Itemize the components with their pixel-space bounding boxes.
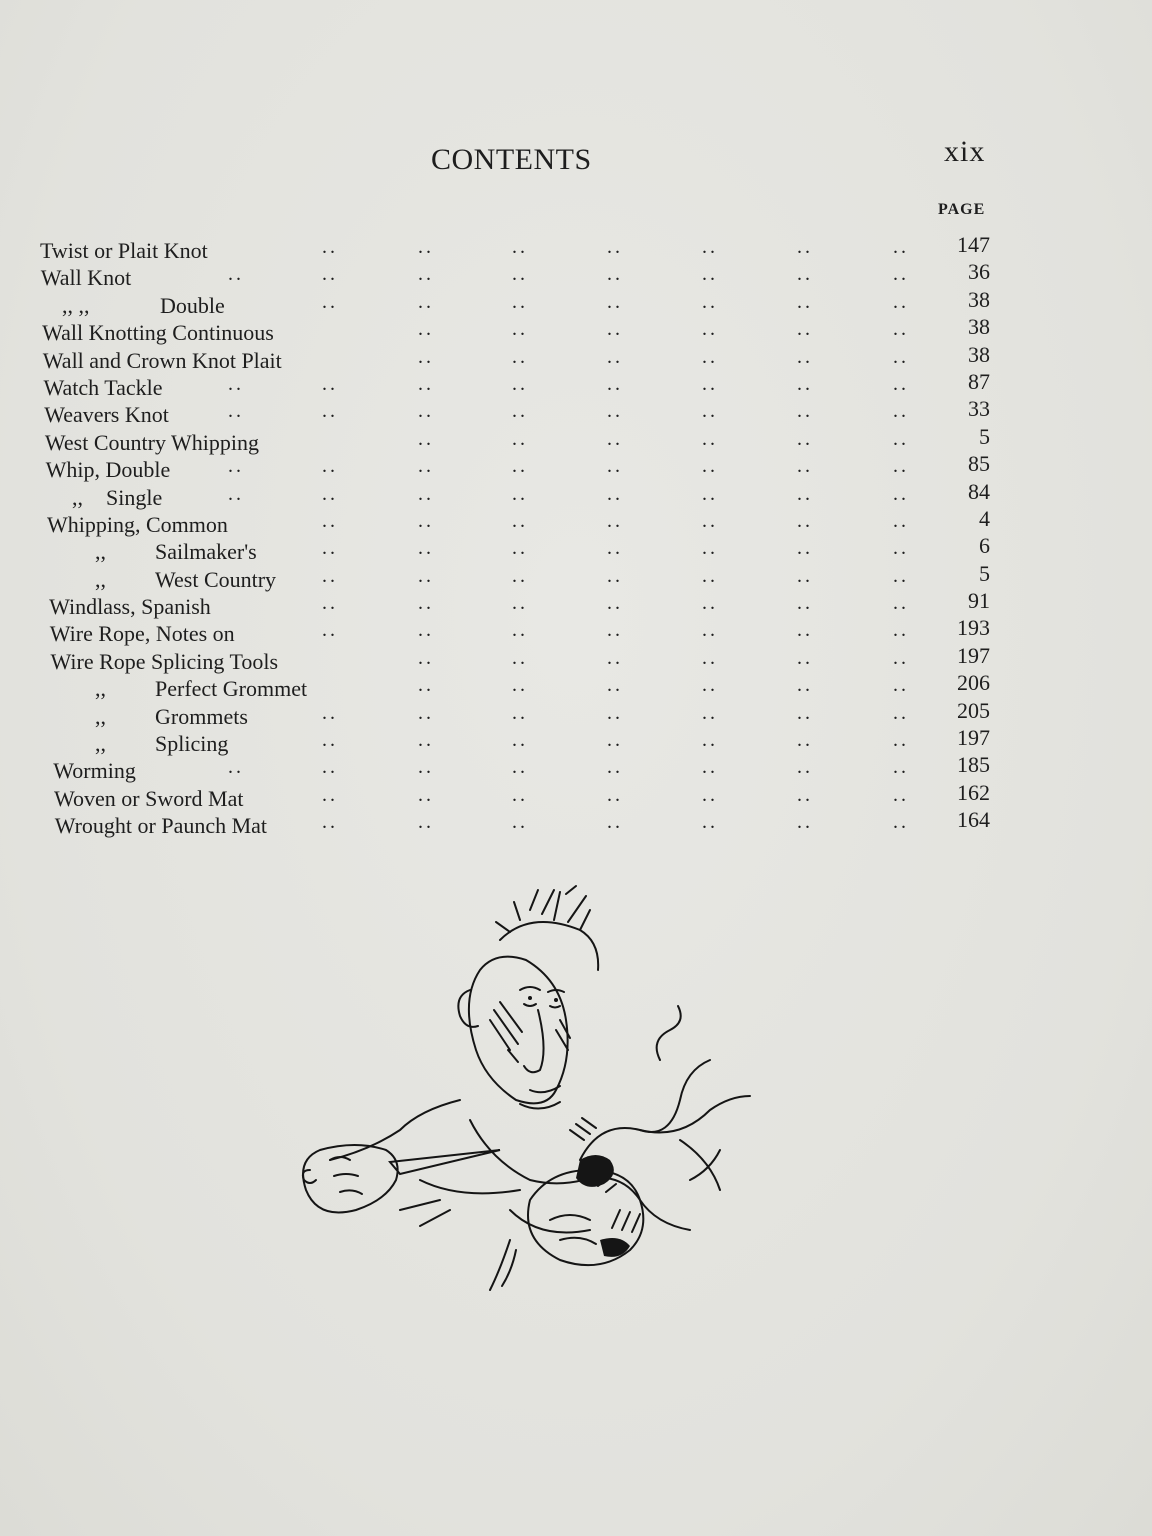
dot-leader: .. — [607, 263, 623, 286]
dot-leader: .. — [702, 455, 718, 478]
dot-leader: .. — [893, 318, 909, 341]
dot-leader: .. — [322, 783, 338, 806]
dot-leader: .. — [797, 236, 813, 258]
dot-leader: .. — [607, 674, 623, 697]
dot-leader: .. — [607, 427, 623, 450]
page-number: 206 — [957, 670, 990, 696]
dot-leader: .. — [797, 701, 813, 724]
dot-leader: .. — [512, 482, 528, 505]
dot-leader: .. — [893, 509, 909, 532]
dot-leader: .. — [607, 236, 623, 258]
dot-leader: .. — [702, 646, 718, 669]
dot-leader: .. — [512, 236, 528, 258]
entry-label: Sailmaker's — [155, 539, 257, 565]
dot-leader: .. — [893, 372, 909, 395]
page-number: 38 — [968, 341, 990, 367]
page-number: 38 — [968, 286, 990, 312]
dot-leader: .. — [418, 318, 434, 341]
entry-label: Wall Knotting Continuous — [42, 320, 274, 346]
dot-leader: .. — [512, 318, 528, 341]
dot-leader: .. — [702, 372, 718, 395]
entry-label: Watch Tackle — [43, 374, 163, 400]
dot-leader: .. — [607, 564, 623, 587]
dot-leader: .. — [702, 564, 718, 587]
dot-leader: .. — [228, 455, 244, 478]
page-number: 4 — [979, 505, 990, 531]
dot-leader: .. — [418, 290, 434, 313]
page-column-label: PAGE — [938, 201, 986, 218]
dot-leader: .. — [702, 783, 718, 806]
dot-leader: .. — [702, 509, 718, 532]
entry-label: Woven or Sword Mat — [54, 785, 244, 811]
dot-leader: .. — [607, 783, 623, 806]
entry-label: Double — [160, 292, 225, 318]
dot-leader: .. — [228, 372, 244, 395]
dot-leader: .. — [418, 756, 434, 779]
dot-leader: .. — [607, 455, 623, 478]
dot-leader: .. — [512, 509, 528, 532]
dot-leader: .. — [893, 619, 909, 642]
dot-leader: .. — [702, 619, 718, 642]
dot-leader: .. — [893, 236, 909, 258]
dot-leader: .. — [797, 592, 813, 615]
dot-leader: .. — [228, 756, 244, 779]
dot-leader: .. — [797, 482, 813, 505]
dot-leader: .. — [607, 372, 623, 395]
dot-leader: .. — [228, 263, 244, 286]
dot-leader: .. — [893, 783, 909, 806]
entry-label: Grommets — [155, 703, 248, 729]
dot-leader: .. — [418, 482, 434, 505]
page-number: 197 — [957, 642, 990, 668]
page-number: 38 — [968, 314, 990, 340]
dot-leader: .. — [322, 756, 338, 779]
dot-leader: .. — [418, 263, 434, 286]
dot-leader: .. — [322, 701, 338, 724]
dot-leader: .. — [607, 729, 623, 752]
dot-leader: .. — [418, 729, 434, 752]
dot-leader: .. — [418, 592, 434, 615]
dot-leader: .. — [607, 318, 623, 341]
dot-leader: .. — [702, 537, 718, 560]
dot-leader: .. — [607, 509, 623, 532]
dot-leader: .. — [702, 592, 718, 615]
page-number: 162 — [957, 779, 990, 805]
entry-label: West Country — [155, 566, 277, 592]
dot-leader: .. — [893, 400, 909, 423]
dot-leader: .. — [512, 729, 528, 752]
entry-label: Windlass, Spanish — [49, 594, 211, 620]
page-number: 84 — [968, 478, 990, 504]
dot-leader: .. — [702, 811, 718, 834]
dot-leader: .. — [512, 345, 528, 368]
dot-leader: .. — [607, 400, 623, 423]
entry-label: Wrought or Paunch Mat — [54, 813, 268, 839]
page-number: 205 — [957, 697, 990, 723]
dot-leader: .. — [322, 564, 338, 587]
dot-leader: .. — [893, 427, 909, 450]
dot-leader: .. — [607, 290, 623, 313]
dot-leader: .. — [797, 345, 813, 368]
dot-leader: .. — [322, 619, 338, 642]
dot-leader: .. — [797, 783, 813, 806]
dot-leader: .. — [418, 646, 434, 669]
dot-leader: .. — [228, 400, 244, 423]
running-title: CONTENTS — [431, 143, 592, 176]
dot-leader: .. — [607, 811, 623, 834]
dot-leader: .. — [797, 372, 813, 395]
dot-leader: .. — [418, 509, 434, 532]
dot-leader: .. — [893, 455, 909, 478]
dot-leader: .. — [512, 400, 528, 423]
dot-leader: .. — [512, 263, 528, 286]
dot-leader: .. — [512, 290, 528, 313]
dot-leader: .. — [512, 427, 528, 450]
dot-leader: .. — [702, 756, 718, 779]
folio-number: xix — [944, 135, 986, 168]
dot-leader: .. — [512, 537, 528, 560]
dot-leader: .. — [322, 236, 338, 258]
dot-leader: .. — [893, 592, 909, 615]
dot-leader: .. — [702, 674, 718, 697]
dot-leader: .. — [797, 729, 813, 752]
entry-label: Whip, Double — [45, 457, 171, 483]
dot-leader: .. — [418, 537, 434, 560]
dot-leader: .. — [607, 619, 623, 642]
dot-leader: .. — [512, 756, 528, 779]
dot-leader: .. — [702, 290, 718, 313]
dot-leader: .. — [512, 372, 528, 395]
dot-leader: .. — [418, 674, 434, 697]
dot-leader: .. — [702, 701, 718, 724]
dot-leader: .. — [702, 729, 718, 752]
dot-leader: .. — [893, 811, 909, 834]
dot-leader: .. — [702, 400, 718, 423]
dot-leader: .. — [607, 482, 623, 505]
dot-leader: .. — [322, 263, 338, 286]
dot-leader: .. — [702, 427, 718, 450]
entry-label: Splicing — [155, 731, 229, 757]
dot-leader: .. — [512, 455, 528, 478]
entry-label: Worming — [53, 758, 136, 784]
page-number: 87 — [968, 368, 990, 394]
page-number: 193 — [957, 615, 990, 641]
dot-leader: .. — [322, 455, 338, 478]
dot-leader: .. — [512, 701, 528, 724]
dot-leader: .. — [607, 756, 623, 779]
entry-label: Wire Rope, Notes on — [49, 621, 235, 647]
ditto-mark: ,, — [95, 676, 106, 702]
dot-leader: .. — [893, 290, 909, 313]
dot-leader: .. — [418, 564, 434, 587]
dot-leader: .. — [418, 345, 434, 368]
ditto-mark: ,, ,, — [62, 292, 90, 318]
page-number: 147 — [957, 232, 990, 257]
entry-label: Weavers Knot — [44, 402, 169, 428]
dot-leader: .. — [702, 482, 718, 505]
sailor-splicing-illustration — [280, 880, 760, 1310]
dot-leader: .. — [322, 509, 338, 532]
dot-leader: .. — [893, 646, 909, 669]
dot-leader: .. — [797, 811, 813, 834]
dot-leader: .. — [512, 564, 528, 587]
dot-leader: .. — [797, 427, 813, 450]
dot-leader: .. — [893, 482, 909, 505]
dot-leader: .. — [607, 592, 623, 615]
page-number: 85 — [968, 451, 990, 477]
dot-leader: .. — [797, 674, 813, 697]
dot-leader: .. — [322, 537, 338, 560]
ditto-mark: ,, — [95, 731, 106, 757]
dot-leader: .. — [607, 646, 623, 669]
dot-leader: .. — [607, 701, 623, 724]
entry-label: Wall and Crown Knot Plait — [42, 347, 282, 373]
page-number: 33 — [968, 396, 990, 422]
dot-leader: .. — [797, 263, 813, 286]
ditto-mark: ,, — [95, 566, 106, 592]
page-number: 197 — [957, 725, 990, 751]
dot-leader: .. — [418, 455, 434, 478]
dot-leader: .. — [797, 537, 813, 560]
dot-leader: .. — [893, 729, 909, 752]
dot-leader: .. — [797, 564, 813, 587]
dot-leader: .. — [418, 619, 434, 642]
dot-leader: .. — [797, 646, 813, 669]
dot-leader: .. — [228, 482, 244, 505]
dot-leader: .. — [797, 455, 813, 478]
dot-leader: .. — [797, 400, 813, 423]
dot-leader: .. — [512, 674, 528, 697]
dot-leader: .. — [418, 236, 434, 258]
dot-leader: .. — [322, 592, 338, 615]
entry-label: Wall Knot — [40, 265, 132, 291]
dot-leader: .. — [512, 783, 528, 806]
dot-leader: .. — [512, 811, 528, 834]
dot-leader: .. — [322, 811, 338, 834]
dot-leader: .. — [702, 345, 718, 368]
dot-leader: .. — [893, 263, 909, 286]
dot-leader: .. — [893, 701, 909, 724]
page-number: 164 — [957, 807, 990, 833]
entry-label: Perfect Grommet — [155, 676, 308, 702]
dot-leader: .. — [418, 783, 434, 806]
dot-leader: .. — [702, 236, 718, 258]
entry-label: Whipping, Common — [47, 511, 228, 537]
dot-leader: .. — [418, 372, 434, 395]
ditto-mark: ,, — [72, 484, 83, 510]
contents-list — [0, 232, 1152, 839]
dot-leader: .. — [512, 646, 528, 669]
page-number: 36 — [968, 259, 990, 285]
dot-leader: .. — [322, 482, 338, 505]
dot-leader: .. — [322, 400, 338, 423]
dot-leader: .. — [797, 290, 813, 313]
dot-leader: .. — [702, 263, 718, 286]
dot-leader: .. — [797, 756, 813, 779]
dot-leader: .. — [893, 537, 909, 560]
entry-label: Single — [106, 484, 163, 510]
dot-leader: .. — [607, 537, 623, 560]
dot-leader: .. — [893, 564, 909, 587]
ditto-mark: ,, — [95, 703, 106, 729]
dot-leader: .. — [418, 400, 434, 423]
dot-leader: .. — [512, 619, 528, 642]
dot-leader: .. — [797, 509, 813, 532]
dot-leader: .. — [418, 811, 434, 834]
page-number: 185 — [957, 752, 990, 778]
dot-leader: .. — [512, 592, 528, 615]
dot-leader: .. — [893, 674, 909, 697]
page-number: 91 — [968, 588, 990, 614]
entry-label: Wire Rope Splicing Tools — [50, 648, 279, 674]
contents-entry — [0, 807, 1152, 839]
dot-leader: .. — [418, 427, 434, 450]
entry-label: Twist or Plait Knot — [40, 238, 208, 263]
dot-leader: .. — [893, 756, 909, 779]
page-number: 5 — [979, 560, 990, 586]
page-number: 5 — [979, 423, 990, 449]
dot-leader: .. — [322, 372, 338, 395]
dot-leader: .. — [322, 290, 338, 313]
dot-leader: .. — [322, 729, 338, 752]
page-number: 6 — [979, 533, 990, 559]
dot-leader: .. — [607, 345, 623, 368]
ditto-mark: ,, — [95, 539, 106, 565]
entry-label: West Country Whipping — [44, 429, 260, 455]
dot-leader: .. — [893, 345, 909, 368]
dot-leader: .. — [797, 619, 813, 642]
dot-leader: .. — [418, 701, 434, 724]
dot-leader: .. — [702, 318, 718, 341]
dot-leader: .. — [797, 318, 813, 341]
